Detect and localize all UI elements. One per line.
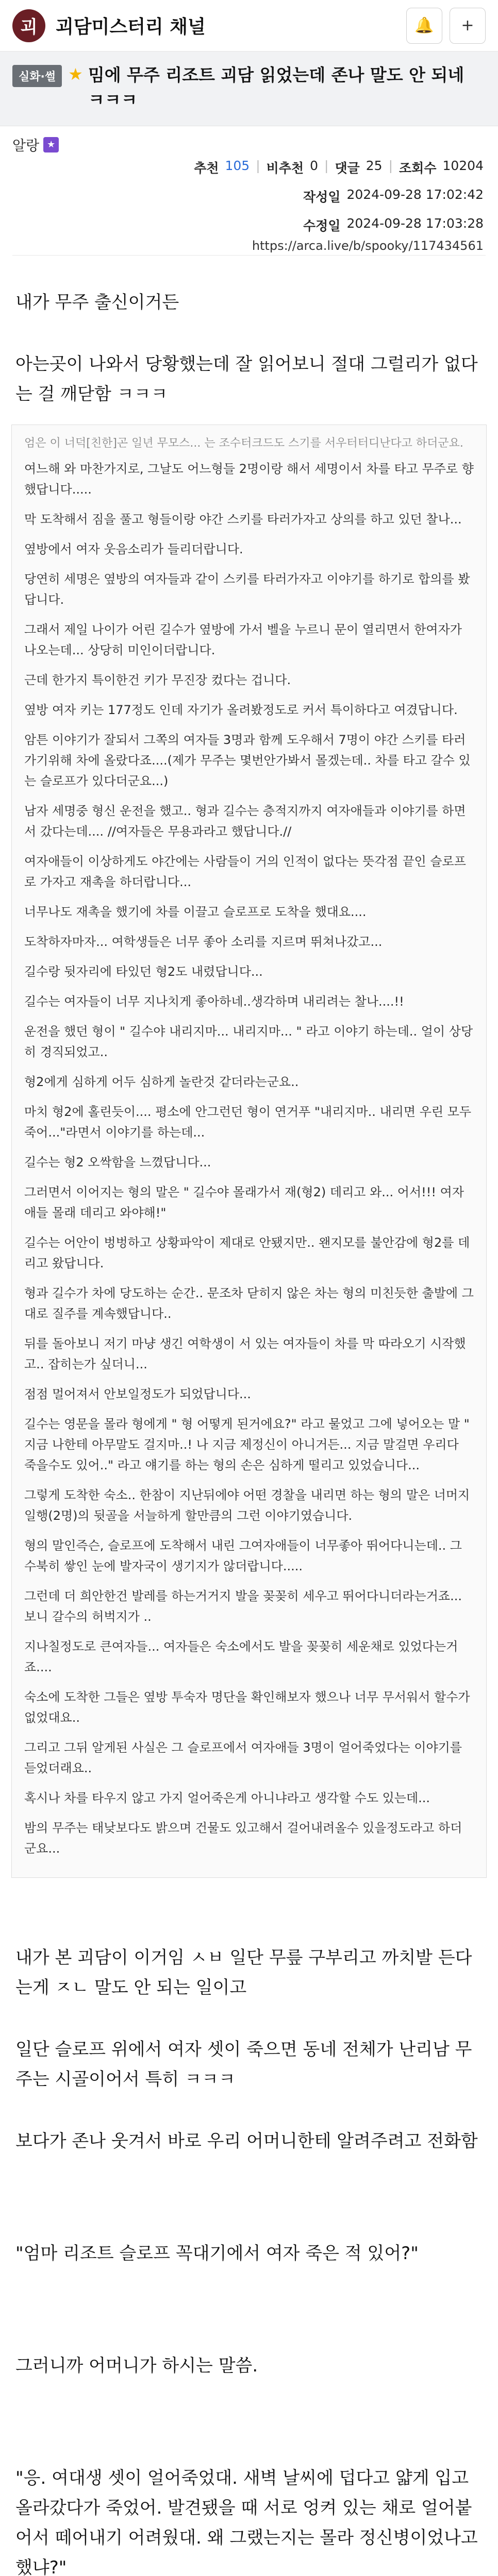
recommend-label: 추천	[194, 161, 219, 176]
embed-line: 혹시나 차를 타우지 않고 가지 얼어죽은게 아니냐라고 생각할 수도 있는데...	[24, 1791, 430, 1805]
embed-line: 옆방 여자 키는 177정도 인데 자기가 올려봤정도로 커서 특이하다고 여겼답니다.	[24, 703, 458, 717]
embed-line: 그러면서 이어지는 형의 말은 " 길수야 몰래가서 재(형2) 데리고 와... 어서!!! 여자애들 몰래 데리고 와야해!"	[24, 1185, 464, 1220]
unrecommend-label: 비추천	[266, 161, 304, 176]
comment-label: 댓글	[335, 161, 360, 176]
source-link[interactable]: https://arca.live/b/spooky/117434561	[252, 239, 484, 253]
author[interactable]	[12, 134, 486, 155]
paragraph: 내가 무주 출신이거든	[15, 292, 179, 313]
created-date: 2024-09-28 17:02:42	[346, 187, 484, 202]
embed-line: 길수는 어안이 벙벙하고 상황파악이 제대로 안됐지만.. 왠지모를 불안감에 형2를 데리고 왔답니다.	[24, 1235, 470, 1270]
embed-line: 뒤를 돌아보니 저기 마냥 생긴 여학생이 서 있는 여자들이 차를 막 따라오기 시작했고.. 잡히는가 싶더니...	[24, 1336, 466, 1371]
embed-line: 형2에게 심하게 어두 심하게 놀란것 같더라는군요..	[24, 1075, 299, 1089]
embed-line: 그렇게 도착한 숙소.. 한참이 지난뒤에야 어떤 경찰을 내리면 하는 형의 말은 너머지 일행(2명)의 뒷골을 서늘하게 할만큼의 그런 이야기였습니다.	[24, 1488, 470, 1523]
embed-line: 너무나도 재촉을 했기에 차를 이끌고 슬로프로 도착을 했대요....	[24, 905, 367, 919]
embed-line: 여자애들이 이상하게도 야간에는 사람들이 거의 인적이 없다는 뜻각점 끝인 슬로프로 가자고 재촉을 하더랍니다...	[24, 854, 466, 889]
modified-label: 수정일	[303, 218, 341, 233]
embed-line: 암튼 이야기가 잘되서 그쪽의 여자들 3명과 함께 도우해서 7명이 야간 스키를 타러가기위해 차에 올랐다죠....(제가 무주는 몇번안가봐서 몰겠는데.. 차를 타고 갈수 있는 슬로프가 있다더군요...)	[24, 733, 471, 788]
article-body	[0, 256, 498, 409]
embed-cut-line: 엄은 이 너덕[친한]곤 일년 무모스... 는 조수터크드도 스기를 서우터터디난다고 하더군요.	[24, 437, 463, 450]
view-count: 10204	[442, 158, 484, 173]
category-badge[interactable]: 실화·썰	[12, 65, 62, 87]
embed-line: 막 도착해서 짐을 풀고 형들이랑 야간 스키를 타러가자고 상의를 하고 있던 찰나...	[24, 512, 462, 527]
subscribe-button[interactable]	[406, 8, 442, 44]
channel-header	[0, 0, 498, 52]
embed-line: 형과 길수가 차에 당도하는 순간.. 문조차 닫히지 않은 차는 형의 미친듯한 출발에 그대로 질주를 계속했답니다..	[24, 1286, 474, 1321]
bell-icon: 🔔	[414, 16, 434, 35]
embed-line: 그리고 그뒤 알게된 사실은 그 슬로프에서 여자애들 3명이 얼어죽었다는 이야기를 듣었더래요..	[24, 1740, 462, 1775]
paragraph: 일단 슬로프 위에서 여자 셋이 죽으면 동네 전체가 난리남 무주는 시골이어서 특히 ㅋㅋㅋ	[15, 2039, 472, 2090]
add-button[interactable]	[450, 8, 486, 44]
embed-line: 그래서 제일 나이가 어린 길수가 옆방에 가서 벨을 누르니 문이 열리면서 한여자가 나오는데... 상당히 미인이더랍니다.	[24, 622, 462, 657]
embed-line: 길수는 형2 오싹함을 느꼈답니다...	[24, 1155, 211, 1170]
viewcount-label: 조회수	[399, 161, 437, 176]
paragraph: 내가 본 괴담이 이거임 ㅅㅂ 일단 무릎 구부리고 까치발 든다는게 ㅈㄴ 말도 안 되는 일이고	[15, 1947, 472, 1998]
comment-count: 25	[366, 158, 383, 173]
paragraph: 아는곳이 나와서 당황했는데 잘 읽어보니 절대 그럴리가 없다는 걸 깨닫함 ㅋㅋㅋ	[15, 354, 478, 404]
embed-line: 점점 멀어져서 안보일정도가 되었답니다...	[24, 1387, 251, 1401]
paragraph: 보다가 존나 웃겨서 바로 우리 어머니한테 알려주려고 전화함	[15, 2131, 478, 2151]
channel-logo[interactable]: 괴	[12, 9, 45, 42]
header-actions	[406, 8, 486, 44]
channel-title[interactable]: 괴담미스터리 채널	[56, 16, 206, 38]
embed-line: 마치 형2에 홀린듯이.... 평소에 안그런던 형이 연거푸 "내리지마.. 내리면 우린 모두 죽어..."라면서 이야기를 하는데...	[24, 1105, 472, 1140]
user-level-icon: ★	[43, 137, 59, 152]
post-stats: 추천 105 | 비추천 0 | 댓글 25 | 조회수 10204 작성일 2024-09-28 17:02:42 수정일 2024-09-28 17:03:28	[194, 158, 484, 233]
embed-line: 그런데 더 희안한건 발레를 하는거거지 발을 꽂꽂히 세우고 뛰어다니더라는거죠... 보니 갈수의 허벅지가 ..	[24, 1589, 462, 1624]
embedded-image[interactable]	[11, 425, 487, 1878]
recommend-count: 105	[225, 158, 250, 173]
embed-line: 여느해 와 마찬가지로, 그날도 어느형들 2명이랑 해서 세명이서 차를 타고 무주로 향했답니다.....	[24, 462, 474, 497]
post-title-bar	[0, 52, 498, 126]
post-title: 밈에 무주 리조트 괴담 읽었는데 존나 말도 안 되네 ㅋㅋㅋ	[88, 65, 464, 110]
embed-line: 운전을 했던 형이 " 길수야 내리지마... 내리지마... " 라고 이야기 하는데.. 얼이 상당히 경직되었고..	[24, 1024, 473, 1059]
article-body-2	[0, 1893, 498, 2576]
embed-line: 길수는 여자들이 너무 지나치게 좋아하네..생각하며 내리려는 찰나....!!	[24, 994, 404, 1009]
modified-date: 2024-09-28 17:03:28	[346, 216, 484, 231]
star-icon: ★	[68, 64, 83, 84]
embed-line: 도착하자마자... 여학생들은 너무 좋아 소리를 지르며 뛰쳐나갔고...	[24, 935, 383, 949]
quote: "엄마 리조트 슬로프 꼭대기에서 여자 죽은 적 있어?"	[15, 2243, 419, 2264]
embed-line: 길수는 영문을 몰라 형에게 " 형 어떻게 된거에요?" 라고 물었고 그에 넣어오는 말 " 지금 나한테 아무말도 걸지마..! 나 지금 제정신이 아니거든... 지금 말걸면 우리다 죽을수도 있어.." 라고 얘기를 하는 형의 손은 심하게 떨리고 있었습니다...	[24, 1417, 470, 1472]
embed-line: 지나칠정도로 큰여자들... 여자들은 숙소에서도 발을 꽂꽂히 세운채로 있었다는거죠....	[24, 1639, 458, 1674]
embed-line: 근데 한가지 특이한건 키가 무진장 컸다는 겁니다.	[24, 673, 291, 687]
created-label: 작성일	[303, 190, 341, 205]
paragraph: 그러니까 어머니가 하시는 말씀.	[15, 2355, 258, 2376]
quote: "응. 여대생 셋이 얼어죽었대. 새벽 날씨에 덥다고 얇게 입고 올라갔다가 죽었어. 발견됐을 때 서로 엉켜 있는 채로 얼어붙어서 떼어내기 어려웠대. 왜 그랬는지는 몰라 정신병이었나고 했냐?"	[15, 2468, 478, 2576]
embed-line: 남자 세명중 형신 운전을 했고.. 형과 길수는 층적지까지 여자애들과 이야기를 하면서 갔다는데.... //여자들은 무용과라고 했답니다.//	[24, 804, 466, 839]
embed-line: 형의 말인즉슨, 슬로프에 도착해서 내린 그여자애들이 너무좋아 뛰어다니는데.. 그 수북히 쌓인 눈에 발자국이 생기지가 않더랍니다.....	[24, 1538, 462, 1573]
embed-line: 당연히 세명은 옆방의 여자들과 같이 스키를 타러가자고 이야기를 하기로 합의를 봤답니다.	[24, 572, 470, 607]
embed-line: 길수랑 뒷자리에 타있던 형2도 내렸답니다...	[24, 964, 263, 979]
unrecommend-count: 0	[310, 158, 319, 173]
embed-line: 숙소에 도착한 그들은 옆방 투숙자 명단을 확인해보자 했으나 너무 무서워서 할수가 없었대요..	[24, 1690, 470, 1725]
embed-line: 옆방에서 여자 웃음소리가 들리더랍니다.	[24, 542, 243, 556]
author-name[interactable]: 알랑	[12, 138, 40, 154]
post-meta	[0, 126, 498, 255]
plus-icon: +	[461, 16, 474, 35]
embed-line: 밤의 무주는 태낮보다도 밝으며 건물도 있고해서 걸어내려올수 있을정도라고 하더군요...	[24, 1821, 462, 1856]
